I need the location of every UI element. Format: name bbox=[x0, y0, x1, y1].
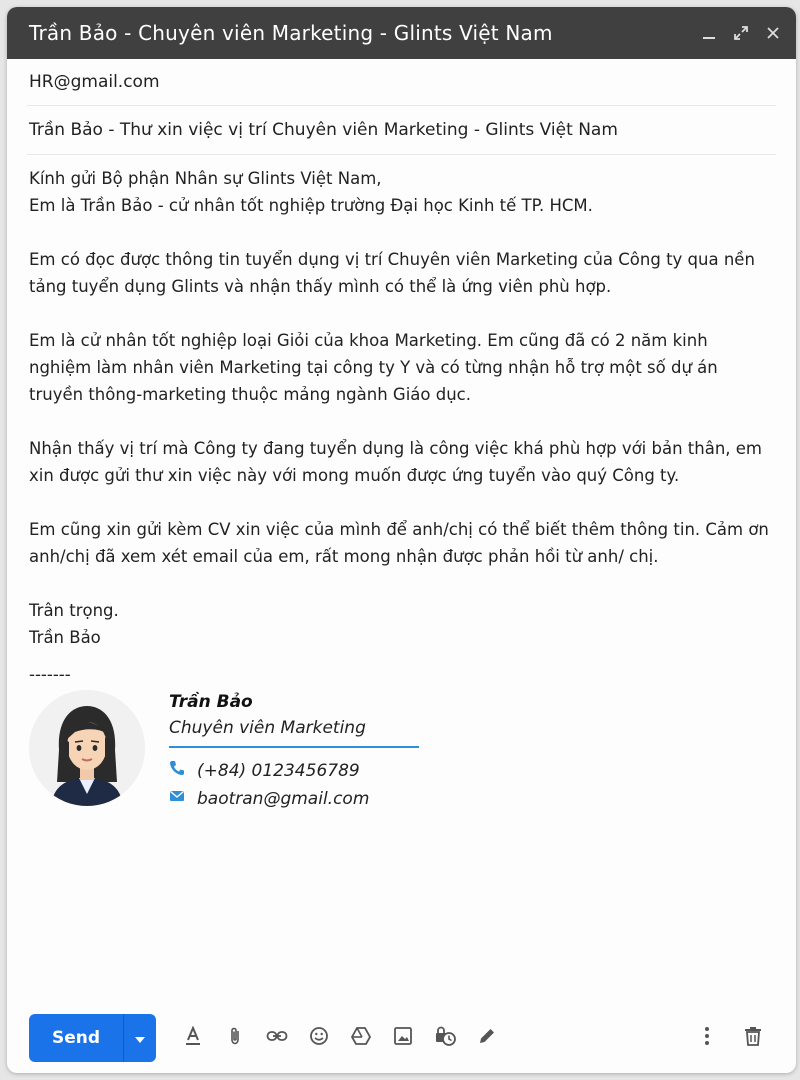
signature-phone bbox=[169, 760, 360, 781]
more-vert-icon bbox=[704, 1026, 710, 1050]
body-greeting: Kính gửi Bộ phận Nhân sự Glints Việt Nam, bbox=[29, 169, 382, 188]
avatar bbox=[29, 690, 145, 806]
signature-divider: ------- bbox=[29, 665, 71, 684]
emoji-icon bbox=[309, 1026, 329, 1050]
body-signoff: Trần Bảo bbox=[29, 628, 101, 647]
phone-number: (+84) 0123456789 bbox=[197, 760, 360, 781]
phone-icon bbox=[169, 760, 185, 781]
email-address[interactable]: baotran@gmail.com bbox=[197, 788, 370, 809]
signature-role: Chuyên viên Marketing bbox=[169, 718, 366, 738]
lock-clock-icon bbox=[434, 1025, 456, 1051]
body-closing: Trân trọng. bbox=[29, 601, 119, 620]
image-icon bbox=[393, 1026, 413, 1050]
message-body[interactable] bbox=[7, 155, 796, 688]
insert-photo-button[interactable] bbox=[382, 1017, 424, 1059]
close-icon[interactable] bbox=[764, 24, 782, 42]
more-options-button[interactable] bbox=[686, 1017, 728, 1059]
trash-icon bbox=[744, 1026, 762, 1050]
body-paragraph-2: Em là cử nhân tốt nghiệp loại Giỏi của khoa Marketing. Em cũng đã có 2 năm kinh nghiệm làm nhân viên Marketing tại công ty Y và có từng nhận hỗ trợ một số dự án truyền thông-marketing thuộc mảng ngành Giáo dục. bbox=[29, 331, 718, 404]
window-title: Trần Bảo - Chuyên viên Marketing - Glints Việt Nam bbox=[29, 21, 553, 45]
subject-field[interactable]: Trần Bảo - Thư xin việc vị trí Chuyên viên Marketing - Glints Việt Nam bbox=[27, 106, 776, 155]
body-paragraph-3: Nhận thấy vị trí mà Công ty đang tuyển dụng là công việc khá phù hợp với bản thân, em xin được gửi thư xin việc này với mong muốn được ứng tuyển vào quý Công ty. bbox=[29, 439, 763, 485]
insert-signature-button[interactable] bbox=[466, 1017, 508, 1059]
send-button-group bbox=[29, 1014, 156, 1062]
attach-files-button[interactable] bbox=[214, 1017, 256, 1059]
link-icon bbox=[266, 1026, 288, 1050]
insert-drive-file-button[interactable] bbox=[340, 1017, 382, 1059]
compose-titlebar[interactable] bbox=[7, 7, 796, 59]
formatting-options-button[interactable] bbox=[172, 1017, 214, 1059]
body-paragraph-1: Em có đọc được thông tin tuyển dụng vị trí Chuyên viên Marketing của Công ty qua nền tảng tuyển dụng Glints và nhận thấy mình có thể là ứng viên phù hợp. bbox=[29, 250, 755, 296]
signature-block bbox=[7, 688, 796, 828]
insert-emoji-button[interactable] bbox=[298, 1017, 340, 1059]
expand-icon[interactable] bbox=[732, 24, 750, 42]
discard-draft-button[interactable] bbox=[732, 1017, 774, 1059]
minimize-icon[interactable] bbox=[700, 24, 718, 42]
signature-email bbox=[169, 788, 369, 809]
drive-icon bbox=[350, 1026, 372, 1050]
text-format-icon bbox=[183, 1026, 203, 1050]
paperclip-icon bbox=[225, 1026, 245, 1050]
body-paragraph-4: Em cũng xin gửi kèm CV xin việc của mình để anh/chị có thể biết thêm thông tin. Cảm ơn anh/chị đã xem xét email của em, rất mong nhận được phản hồi từ anh/ chị. bbox=[29, 520, 769, 566]
signature-underline bbox=[169, 746, 419, 748]
compose-toolbar bbox=[7, 1003, 796, 1073]
recipient-field[interactable]: HR@gmail.com bbox=[27, 59, 776, 106]
send-options-button[interactable] bbox=[123, 1014, 156, 1062]
compose-window bbox=[7, 7, 796, 1073]
send-button[interactable]: Send bbox=[51, 1028, 101, 1048]
body-intro: Em là Trần Bảo - cử nhân tốt nghiệp trường Đại học Kinh tế TP. HCM. bbox=[29, 196, 593, 215]
signature-name: Trần Bảo bbox=[169, 692, 253, 712]
pencil-icon bbox=[477, 1026, 497, 1050]
confidential-mode-button[interactable] bbox=[424, 1017, 466, 1059]
chevron-down-icon bbox=[134, 1029, 146, 1048]
insert-link-button[interactable] bbox=[256, 1017, 298, 1059]
mail-icon bbox=[169, 788, 185, 809]
